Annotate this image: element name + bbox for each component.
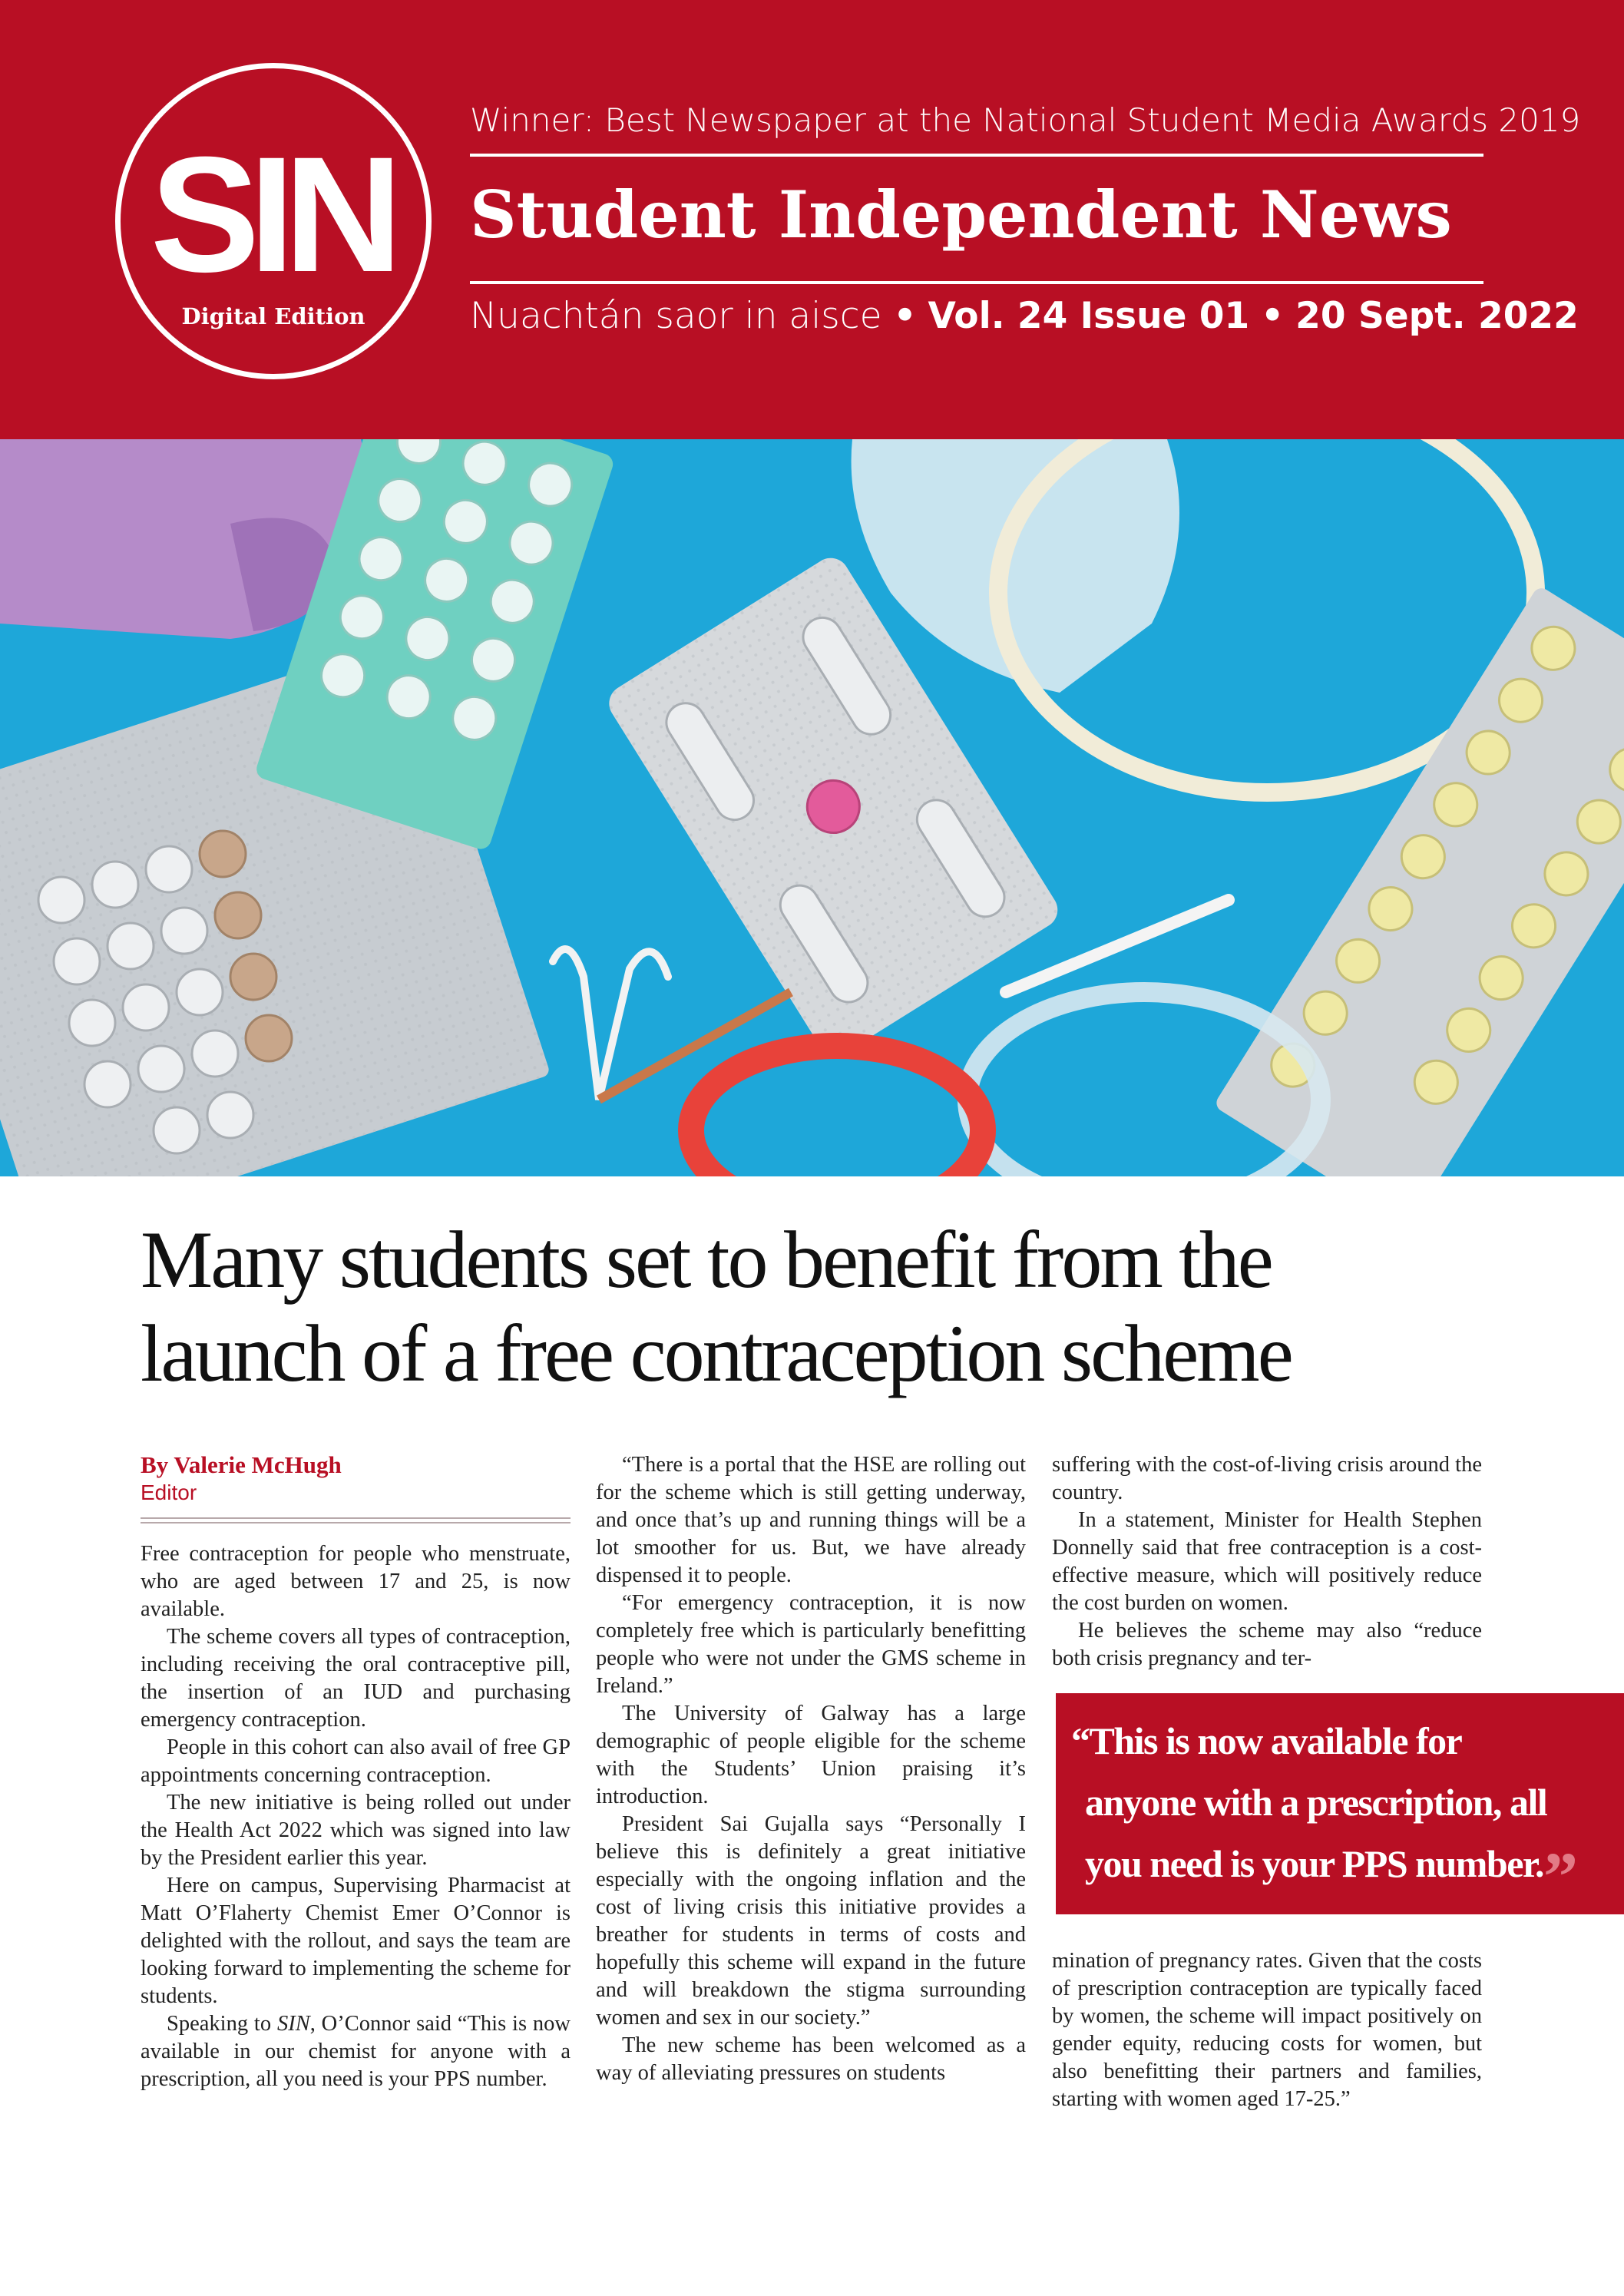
paragraph: People in this cohort can also avail of free GP appointments concerning contraception.	[141, 1735, 571, 1787]
issue-line	[470, 293, 1579, 339]
publication-name: SIN	[276, 2012, 310, 2036]
logo-text: SIN	[150, 123, 392, 306]
paragraph: mination of pregnancy rates. Given that the costs of prescription contraception are typically faced by women, the scheme will impact positively on gender equity, reducing costs for women, but also benefitting their partners and families, starting with women aged 17-25.”	[1052, 1949, 1482, 2111]
masthead-rule-bottom	[470, 281, 1483, 284]
article-column-3	[1052, 1451, 1482, 1672]
logo-subtitle: Digital Edition	[181, 303, 365, 329]
close-quote-icon: ”	[1543, 1839, 1577, 1915]
pull-quote	[1056, 1693, 1624, 1914]
paragraph: Free contraception for people who menstruate, who are aged between 17 and 25, is now available.	[141, 1542, 571, 1621]
volume-issue: Vol. 24 Issue 01	[928, 295, 1250, 337]
paragraph: President Sai Gujalla says “Personally I believe this is definitely a great initiative especially with the ongoing inflation and the cost of living crisis this initiative provides a breather for students in terms of costs and hopefully this scheme will expand in the future and will breakdown the stigma surrounding women and sex in our society.”	[596, 1812, 1026, 2030]
separator: •	[893, 295, 917, 337]
article-headline	[141, 1213, 1523, 1401]
article-column-1	[141, 1451, 571, 2093]
paper-name: Student Independent News	[470, 177, 1452, 253]
sin-logo	[115, 63, 432, 379]
headline-line-1: Many students set to benefit from the	[141, 1215, 1272, 1305]
award-line: Winner: Best Newspaper at the National Student Media Awards 2019	[470, 101, 1581, 139]
paragraph: Here on campus, Supervising Pharmacist at Matt O’Flaherty Chemist Emer O’Connor is delighted with the rollout, and says the team are looking forward to implementing the scheme for students.	[141, 1874, 571, 2008]
paragraph-text: Speaking to	[167, 2012, 277, 2036]
masthead	[0, 0, 1624, 439]
contraception-products-photo	[0, 439, 1624, 1176]
pull-quote-text: you need is your PPS number.	[1085, 1842, 1544, 1885]
paragraph	[141, 2010, 571, 2093]
separator: •	[1261, 295, 1285, 337]
paragraph: He believes the scheme may also “reduce both crisis pregnancy and ter-	[1052, 1619, 1482, 1670]
hero-image	[0, 439, 1624, 1176]
paragraph: In a statement, Minister for Health Stephen Donnelly said that free contraception is a cost-effective measure, which will positively reduce the cost burden on women.	[1052, 1508, 1482, 1615]
paragraph: “There is a portal that the HSE are rolling out for the scheme which is still getting underway, and once that’s up and running things will be a lot smoother for us. But, we have already dispensed it to people.	[596, 1453, 1026, 1587]
paragraph: The University of Galway has a large demographic of people eligible for the scheme with the Students’ Union praising it’s introduction.	[596, 1702, 1026, 1808]
article-column-3-continued	[1052, 1947, 1482, 2113]
paragraph: The new scheme has been welcomed as a way of alleviating pressures on students	[596, 2033, 1026, 2085]
article-column-2	[596, 1451, 1026, 2087]
byline-divider	[141, 1517, 571, 1523]
paragraph: suffering with the cost-of-living crisis around the country.	[1052, 1453, 1482, 1504]
masthead-rule-top	[470, 154, 1483, 157]
headline-line-2: launch of a free contraception scheme	[141, 1308, 1292, 1398]
paragraph: The scheme covers all types of contraception, including receiving the oral contraceptive pill, the insertion of an IUD and purchasing emergency contraception.	[141, 1625, 571, 1732]
pull-quote-line	[1071, 1833, 1609, 1915]
pull-quote-line: “This is now available for	[1071, 1719, 1462, 1762]
paragraph: The new initiative is being rolled out under the Health Act 2022 which was signed into law by the President earlier this year.	[141, 1791, 571, 1870]
tagline: Nuachtán saor in aisce	[470, 295, 882, 337]
byline: By Valerie McHugh	[141, 1451, 342, 1478]
paragraph: “For emergency contraception, it is now completely free which is particularly benefitting people who were not under the GMS scheme in Ireland.”	[596, 1591, 1026, 1698]
issue-date: 20 Sept. 2022	[1295, 295, 1579, 337]
byline-role: Editor	[141, 1480, 197, 1504]
paragraph-text: , O’Connor said “This is now available in our chemist for anyone with a prescription, all you need is your PPS number.	[141, 2012, 571, 2091]
pull-quote-line: anyone with a prescription, all	[1085, 1781, 1547, 1824]
